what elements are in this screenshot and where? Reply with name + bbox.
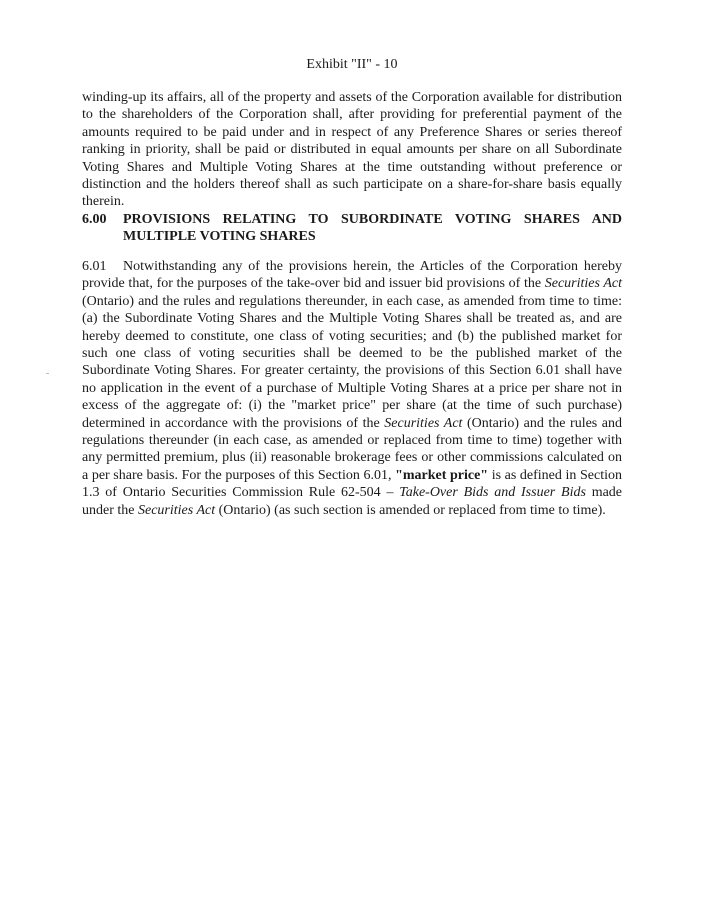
clause-italic-rule-title: Take-Over Bids and Issuer Bids: [399, 485, 586, 501]
clause-bold-market-price: "market price": [395, 467, 489, 483]
clause-text-2: (Ontario) and the rules and regulations thereunder, in each case, as amended from time to time: (a) the Subordinate Voting Shares and the Multiple Voting Shares shall be treated as, and are hereby deemed to constitute, one class of voting securities; and (b) the published market for such one class of voting securities shall be deemed to be the published market of the Subordinate Voting Shares. For greater certainty, the provisions of this Section 6.01 shall have no application in the event of a purchase of Multiple Voting Shares at a price per share not in excess of the aggregate of: (i) the "market price" per share (at the time of such purchase) determined in accordance with the provisions of the: [82, 293, 622, 431]
clause-text-3: (Ontario) and the rules and regulations thereunder (in each case, as amended or replaced from time to time) together with any permitted premium, plus (ii) reasonable brokerage fees or other commissions calculated on a per share basis. For the purposes of this Section 6.01,: [82, 415, 623, 483]
clause-number: 6.01: [82, 259, 107, 274]
clause-italic-securities-act-2: Securities Act: [384, 415, 463, 431]
clause-text-6: (Ontario) (as such section is amended or replaced from time to time).: [215, 502, 606, 518]
page-header: Exhibit "II" - 10: [306, 57, 398, 72]
clause-text-5: made under the: [82, 485, 623, 518]
clause-text-4: is as defined in Section 1.3 of Ontario Securities Commission Rule 62-504 –: [82, 467, 622, 501]
section-title: PROVISIONS RELATING TO SUBORDINATE VOTING SHARES AND MULTIPLE VOTING SHARES: [123, 212, 622, 244]
clause-italic-securities-act-1: Securities Act: [544, 276, 623, 292]
clause-text-1: Notwithstanding any of the provisions herein, the Articles of the Corporation hereby provide that, for the purposes of the take-over bid and issuer bid provisions of the: [82, 259, 622, 292]
margin-mark: [46, 373, 49, 374]
clause-italic-securities-act-3: Securities Act: [137, 502, 216, 518]
section-number: 6.00: [82, 212, 107, 227]
paragraph-continuation: winding-up its affairs, all of the property and assets of the Corporation available for distribution to the shareholders of the Corporation shall, after providing for preferential payment of the amounts required to be paid under and in respect of any Preference Shares or series thereof ranking in priority, shall be paid or distributed in equal amounts per share on all Subordinate Voting Shares and Multiple Voting Shares at the time outstanding without preference or distinction and the holders thereof shall as such participate on a share-for-share basis equally therein.: [82, 90, 622, 210]
clause-6-01: [82, 258, 622, 519]
section-heading: [82, 211, 622, 245]
